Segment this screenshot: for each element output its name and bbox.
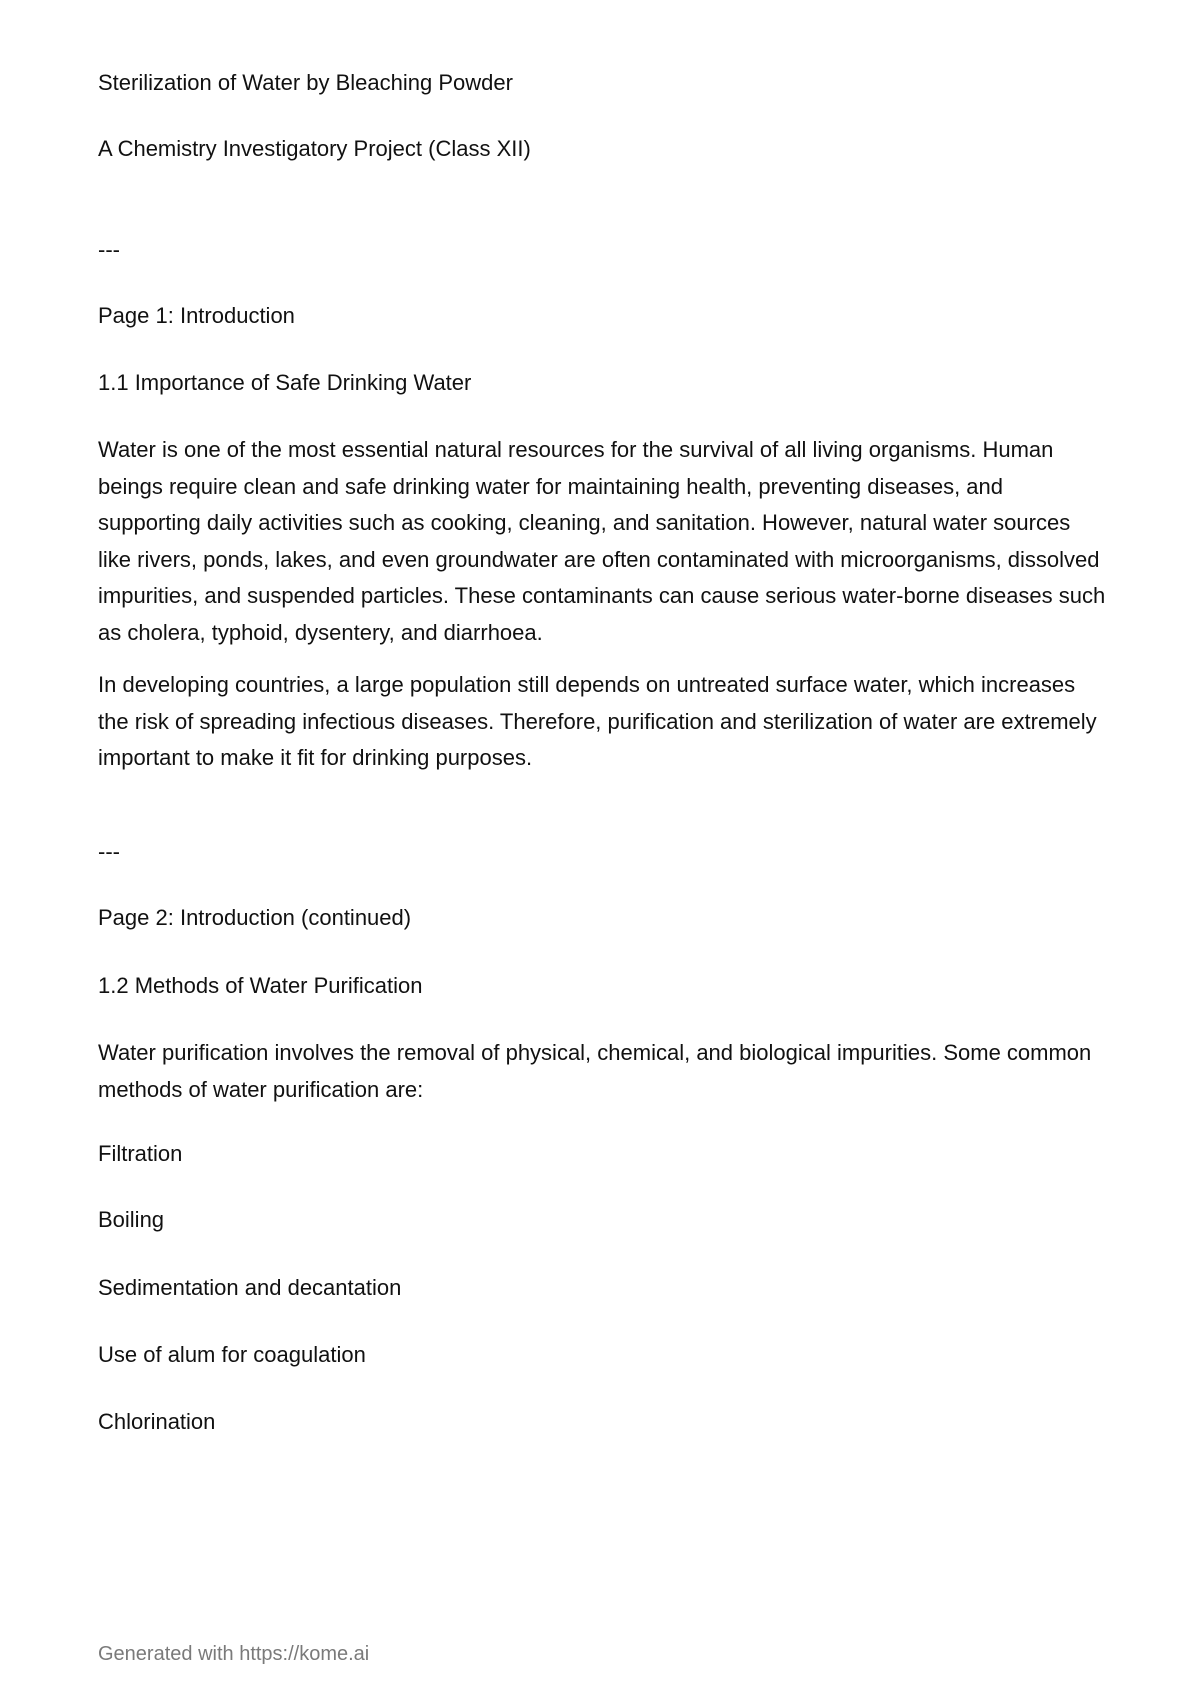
separator: --- <box>98 839 120 864</box>
page2-heading: Page 2: Introduction (continued) <box>98 905 412 930</box>
section-1-1-heading: 1.1 Importance of Safe Drinking Water <box>98 370 472 395</box>
section-1-2-paragraph: Water purification involves the removal of physical, chemical, and biological impurities. Some common methods of water purification are: <box>98 1040 1092 1102</box>
section-1-1-paragraph-1: Water is one of the most essential natural resources for the survival of all living organisms. Human beings require clean and safe drinking water for maintaining health, preventing diseases, and supporting daily activities such as cooking, cleaning, and sanitation. However, natural water sources like rivers, ponds, lakes, and even groundwater are often contaminated with microorganisms, dissolved impurities, and suspended particles. These contaminants can cause serious water-borne diseases such as cholera, typhoid, dysentery, and diarrhoea. <box>98 437 1106 645</box>
method-item: Sedimentation and decantation <box>98 1275 402 1300</box>
section-1-2-heading: 1.2 Methods of Water Purification <box>98 973 423 998</box>
footer-generated-with: Generated with https://kome.ai <box>98 1643 370 1665</box>
method-item: Boiling <box>98 1207 165 1232</box>
method-item: Filtration <box>98 1141 183 1166</box>
page1-heading: Page 1: Introduction <box>98 303 295 328</box>
method-item: Chlorination <box>98 1409 216 1434</box>
document-title: Sterilization of Water by Bleaching Powder <box>98 70 513 95</box>
section-1-1-paragraph-2: In developing countries, a large population still depends on untreated surface water, which increases the risk of spreading infectious diseases. Therefore, purification and sterilization of water are extremely important to make it fit for drinking purposes. <box>98 672 1097 770</box>
method-item: Use of alum for coagulation <box>98 1342 366 1367</box>
separator: --- <box>98 237 120 262</box>
document-subtitle: A Chemistry Investigatory Project (Class XII) <box>98 136 531 161</box>
